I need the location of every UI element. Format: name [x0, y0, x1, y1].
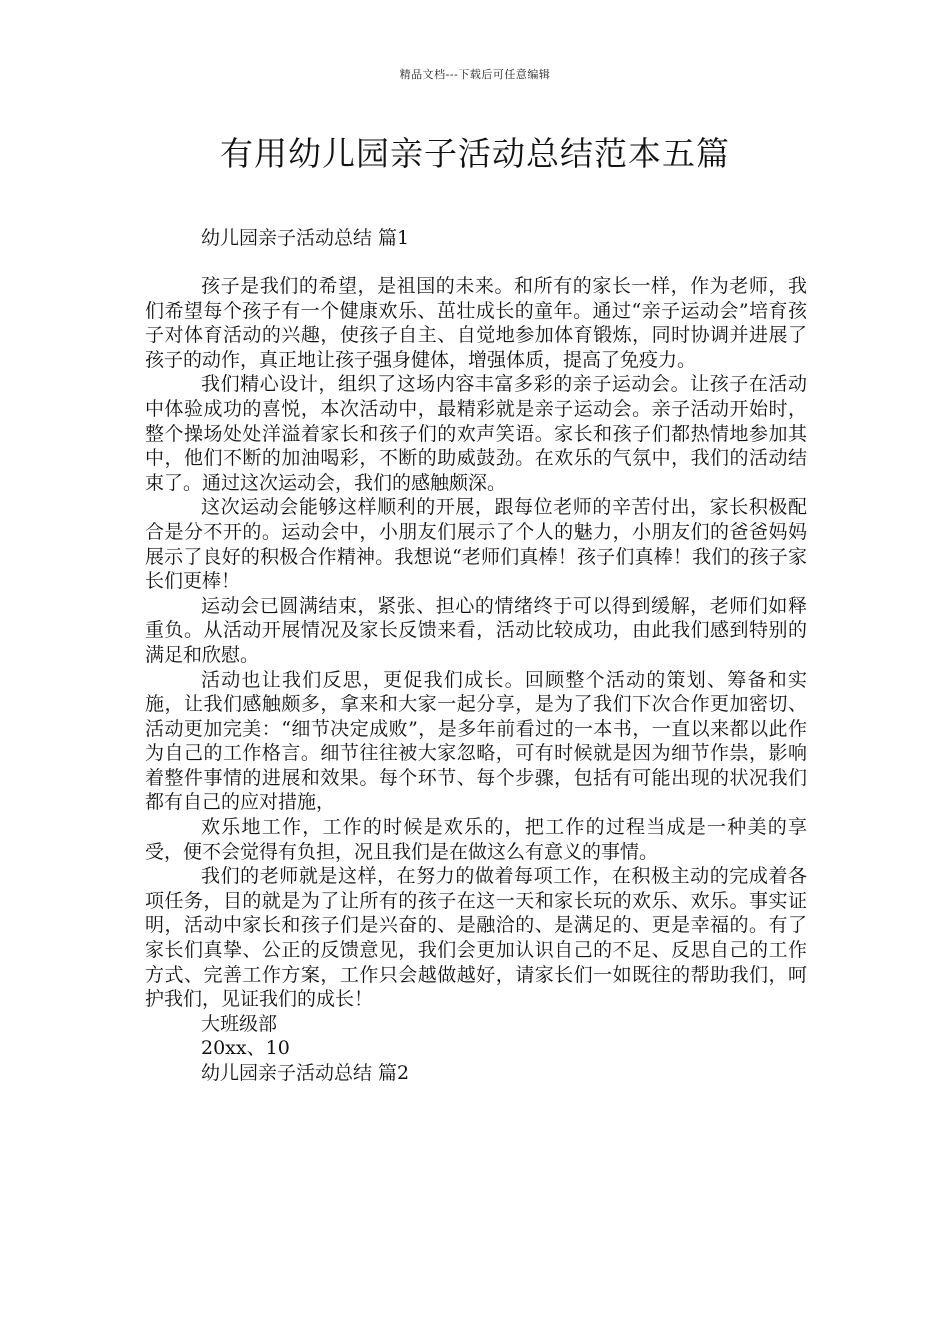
paragraph: 我们精心设计，组织了这场内容丰富多彩的亲子运动会。让孩子在活动中体验成功的喜悦，本次活动中，最精彩就是亲子运动会。亲子活动开始时，整个操场处处洋溢着家长和孩子们的欢声笑语。家长和孩子们都热情地参加其中，他们不断的加油喝彩，不断的助威鼓劲。在欢乐的气氛中，我们的活动结束了。通过这次运动会，我们的感触颇深。 [145, 373, 807, 494]
document-body [145, 274, 807, 1086]
paragraph: 我们的老师就是这样，在努力的做着每项工作，在积极主动的完成着各项任务，目的就是为了让所有的孩子在这一天和家长玩的欢乐、欢乐。事实证明，活动中家长和孩子们是兴奋的、是融洽的、是满足的、更是幸福的。有了家长们真挚、公正的反馈意见，我们会更加认识自己的不足、反思自己的工作方式、完善工作方案，工作只会越做越好，请家长们一如既往的帮助我们，呵护我们，见证我们的成长！ [145, 865, 807, 1011]
paragraph: 孩子是我们的希望，是祖国的未来。和所有的家长一样，作为老师，我们希望每个孩子有一个健康欢乐、茁壮成长的童年。通过“亲子运动会”培育孩子对体育活动的兴趣，使孩子自主、自觉地参加体育锻炼，同时协调并进展了孩子的动作，真正地让孩子强身健体，增强体质，提高了免疫力。 [145, 275, 807, 371]
paragraph: 运动会已圆满结束，紧张、担心的情绪终于可以得到缓解，老师们如释重负。从活动开展情况及家长反馈来看，活动比较成功，由此我们感到特别的满足和欣慰。 [145, 594, 807, 666]
paragraph: 欢乐地工作，工作的时候是欢乐的，把工作的过程当成是一种美的享受，便不会觉得有负担，况且我们是在做这么有意义的事情。 [145, 816, 807, 863]
section-2-heading: 幼儿园亲子活动总结 篇2 [201, 1062, 410, 1084]
section-1-heading: 幼儿园亲子活动总结 篇1 [201, 227, 410, 249]
document-header-note: 精品文档---下载后可任意编辑 [399, 68, 551, 81]
document-title: 有用幼儿园亲子活动总结范本五篇 [220, 134, 730, 173]
paragraph: 活动也让我们反思，更促我们成长。回顾整个活动的策划、筹备和实施，让我们感触颇多，拿来和大家一起分享，是为了我们下次合作更加密切、活动更加完美：“细节决定成败”，是多年前看过的一本书，一直以来都以此作为自己的工作格言。细节往往被大家忽略，可有时候就是因为细节作祟，影响着整件事情的进展和效果。每个环节、每个步骤，包括有可能出现的状况我们都有自己的应对措施， [145, 668, 807, 814]
signature-department: 大班级部 [201, 1012, 278, 1035]
signature-date: 20xx、10 [201, 1037, 290, 1060]
paragraph: 这次运动会能够这样顺利的开展，跟每位老师的辛苦付出，家长积极配合是分不开的。运动会中，小朋友们展示了个人的魅力，小朋友们的爸爸妈妈展示了良好的积极合作精神。我想说“老师们真棒！孩子们真棒！我们的孩子家长们更棒！ [145, 496, 807, 593]
